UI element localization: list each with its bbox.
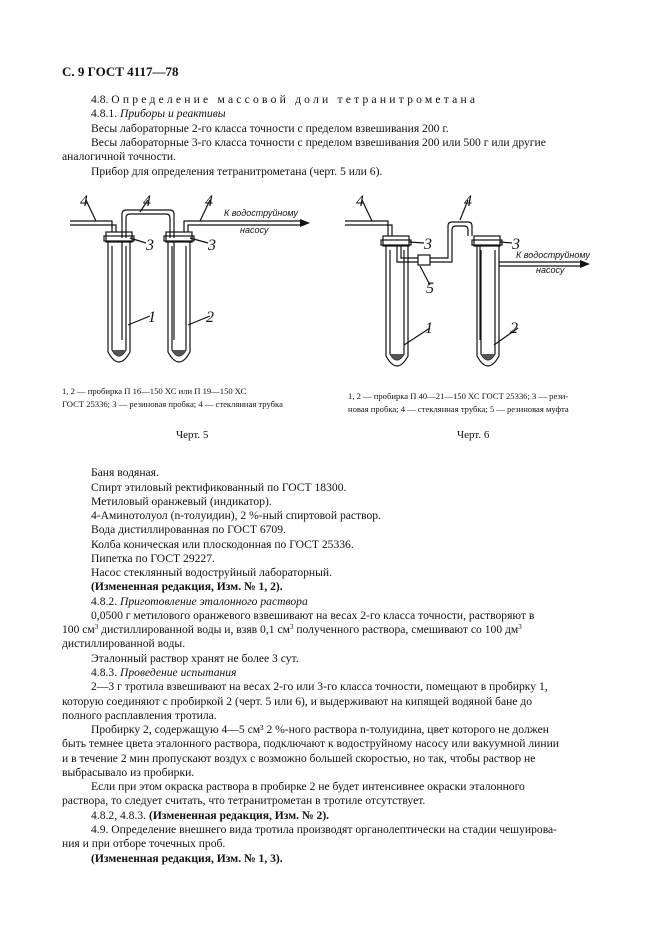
edit-note: (Измененная редакция, Изм. № 1, 3).: [91, 852, 283, 865]
page-header: С. 9 ГОСТ 4117—78: [62, 64, 179, 79]
fig5-label-4: 4: [205, 193, 213, 210]
reagent-item: Вода дистиллированная по ГОСТ 6709.: [91, 523, 286, 536]
reagent-item: Баня водяная.: [91, 466, 159, 479]
fig6-label-5: 5: [426, 280, 434, 297]
figure-5-caption: [62, 385, 324, 411]
figure-6-title: Черт. 6: [457, 429, 490, 441]
edit-text: (Измененная редакция, Изм. № 2).: [148, 809, 330, 822]
fig6-label-2: 2: [510, 320, 518, 337]
text-line: Весы лабораторные 2-го класса точности с пределом взвешивания 200 г.: [91, 122, 449, 135]
edit-ref: 4.8.2, 4.8.3.: [91, 809, 147, 822]
text-line: аналогичной точности.: [62, 150, 176, 163]
text-line: Эталонный раствор хранят не более 3 сут.: [91, 652, 299, 665]
edit-note: (Измененная редакция, Изм. № 1, 2).: [91, 580, 283, 593]
subsection-number: 4.8.2.: [91, 595, 118, 608]
text-line: и в течение 2 мин пропускают воздух с возможно большей скоростью, но так, чтобы раствор не: [62, 752, 536, 765]
test-tube-2: [168, 242, 190, 362]
fig6-label-4: 4: [464, 193, 472, 210]
fig5-pump-label: насосу: [240, 225, 269, 235]
section-title: Определение массовой доли тетранитрометана: [111, 93, 479, 106]
edit-note: [91, 809, 329, 824]
fig6-pump-label: К водоструйному: [516, 250, 590, 260]
reagent-item: Колба коническая или плоскодонная по ГОСТ 25336.: [91, 538, 354, 551]
reagent-item: Спирт этиловый ректификованный по ГОСТ 18300.: [91, 481, 347, 494]
text-line: которую соединяют с пробиркой 2 (черт. 5 или 6), и выдерживают на кипящей водяной бане до: [62, 695, 533, 708]
text-line: ния и при отборе точечных проб.: [62, 837, 226, 850]
text-line: раствора, то следует считать, что тетранитрометан в тротиле отсутствует.: [62, 794, 426, 807]
text-line: полного расплавления тротила.: [62, 709, 217, 722]
subsection-title: Приготовление эталонного раствора: [120, 595, 308, 608]
fig6-label-3: 3: [512, 236, 520, 253]
subsection-4-8-3: [91, 666, 236, 681]
caption-line: 1, 2 — пробирка П 40—21—150 ХС ГОСТ 25336; 3 — рези-: [348, 391, 569, 401]
reagent-item: Насос стеклянный водоструйный лабораторный.: [91, 566, 333, 579]
caption-line: новая пробка; 4 — стеклянная трубка; 5 — резиновая муфта: [348, 404, 569, 414]
figure-5-title: Черт. 5: [176, 429, 209, 441]
fig5-label-4: 4: [80, 193, 88, 210]
fig5-label-3: 3: [208, 237, 216, 254]
text-line: быть темнее цвета эталонного раствора, подключают к водоструйному насосу или вакуумной линии: [62, 737, 559, 750]
fig6-pump-label: насосу: [536, 265, 565, 275]
subsection-number: 4.8.3.: [91, 666, 118, 679]
subsection-number: 4.8.1.: [91, 107, 118, 120]
fig5-pump-label: К водоструйному: [224, 208, 298, 218]
fig5-label-2: 2: [206, 309, 214, 326]
text-line: Прибор для определения тетранитрометана (черт. 5 или 6).: [91, 165, 383, 178]
text-line: дистиллированной воды.: [62, 637, 186, 650]
fig5-label-1: 1: [148, 309, 156, 326]
test-tube-1: [386, 246, 408, 366]
section-number: 4.8.: [91, 93, 109, 106]
fig5-label-3: 3: [146, 237, 154, 254]
caption-line: 1, 2 — пробирка П 16—150 ХС или П 19—150 ХС: [62, 386, 247, 396]
text-line: Весы лабораторные 3-го класса точности с пределом взвешивания 200 или 500 г или другие: [91, 136, 546, 149]
text-line: 100 $см^3$ дистиллированной воды и, взяв 0,1 $см^3$ полученного раствора, смешивают со 100 $дм^3$: [62, 623, 522, 636]
text-line: 4.9. Определение внешнего вида тротила производят органолептически на стадии чешуирова-: [91, 823, 558, 836]
subsection-4-8-2: [91, 595, 308, 610]
text-line: Если при этом окраска раствора в пробирке 2 не будет интенсивнее окраски эталонного: [91, 780, 525, 793]
text-line: Пробирку 2, содержащую 4—5 см³ 2 %-ного раствора n-толуидина, цвет которого не должен: [91, 723, 549, 736]
fig6-label-4: 4: [356, 193, 364, 210]
reagent-item: Метиловый оранжевый (индикатор).: [91, 495, 272, 508]
test-tube-1: [108, 242, 130, 362]
reagent-item: Пипетка по ГОСТ 29227.: [91, 552, 215, 565]
figure-6-caption: [348, 390, 610, 416]
caption-line: ГОСТ 25336; 3 — резиновая пробка; 4 — стеклянная трубка: [62, 399, 283, 409]
rubber-sleeve: [418, 255, 430, 265]
subsection-title: Проведение испытания: [120, 666, 237, 679]
fig6-label-3: 3: [424, 236, 432, 253]
subsection-title: Приборы и реактивы: [120, 107, 226, 120]
text-line: 0,0500 г метилового оранжевого взвешивают на весах 2-го класса точности, растворяют в: [91, 609, 535, 622]
fig6-label-1: 1: [425, 320, 433, 337]
text-line: 2—3 г тротила взвешивают на весах 2-го или 3-го класса точности, помещают в пробирку 1,: [91, 680, 548, 693]
reagent-item: 4-Аминотолуол (n-толуидин), 2 %-ный спиртовой раствор.: [91, 509, 381, 522]
fig5-label-4: 4: [143, 193, 151, 210]
text-line: выбрасывало из пробирки.: [62, 766, 195, 779]
